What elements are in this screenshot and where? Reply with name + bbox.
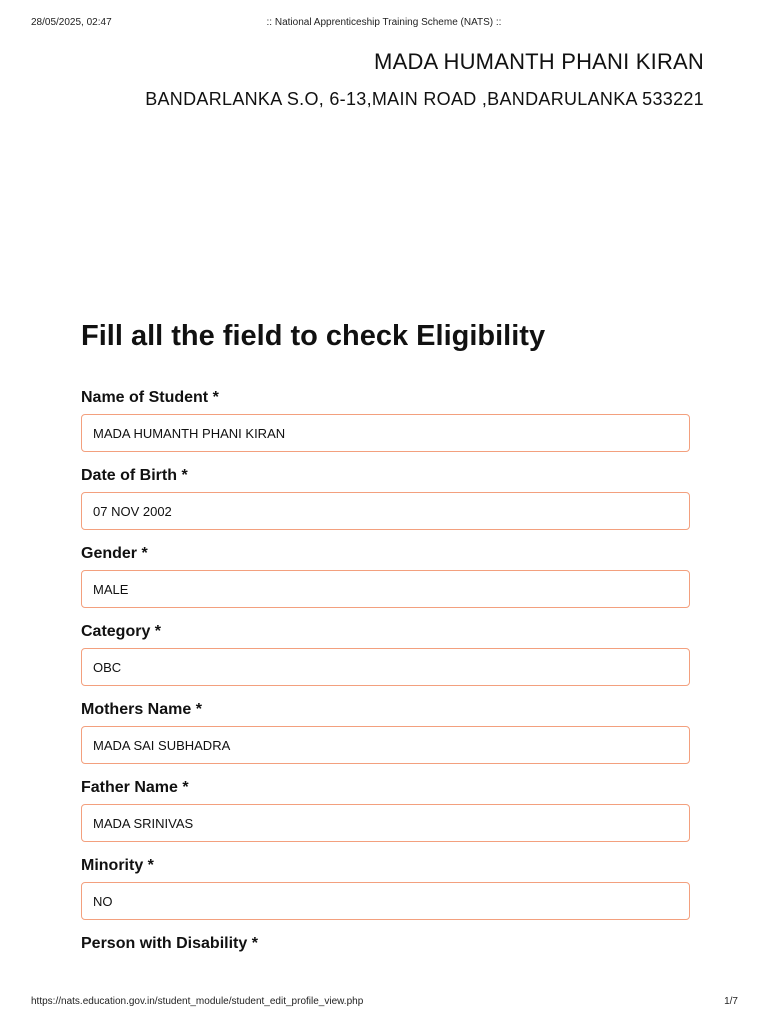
field-date-of-birth [81,464,690,542]
print-page-title: :: National Apprenticeship Training Scheme (NATS) :: [266,17,502,28]
student-address: BANDARLANKA S.O, 6-13,MAIN ROAD ,BANDARULANKA 533221 [145,89,704,109]
field-category [81,620,690,698]
field-name-of-student [81,386,690,464]
student-name-heading: MADA HUMANTH PHANI KIRAN [374,49,704,74]
field-label: Date of Birth * [81,467,188,484]
field-mothers-name [81,698,690,776]
field-label: Father Name * [81,779,189,796]
eligibility-form [81,386,690,1010]
print-page-url: https://nats.education.gov.in/student_module/student_edit_profile_view.php [31,996,364,1007]
field-label: Name of Student * [81,389,219,406]
mothers-name-input[interactable] [81,726,690,764]
field-label: Minority * [81,857,154,874]
field-label: Person with Disability * [81,935,258,952]
name-of-student-input[interactable] [81,414,690,452]
gender-input[interactable] [81,570,690,608]
minority-input[interactable] [81,882,690,920]
print-page-number: 1/7 [724,996,738,1007]
field-label: Gender * [81,545,148,562]
field-label: Mothers Name * [81,701,202,718]
category-input[interactable] [81,648,690,686]
field-minority [81,854,690,932]
form-heading: Fill all the field to check Eligibility [81,320,546,352]
print-datetime: 28/05/2025, 02:47 [31,17,112,28]
field-label: Category * [81,623,162,640]
field-gender [81,542,690,620]
date-of-birth-input[interactable] [81,492,690,530]
field-father-name [81,776,690,854]
father-name-input[interactable] [81,804,690,842]
